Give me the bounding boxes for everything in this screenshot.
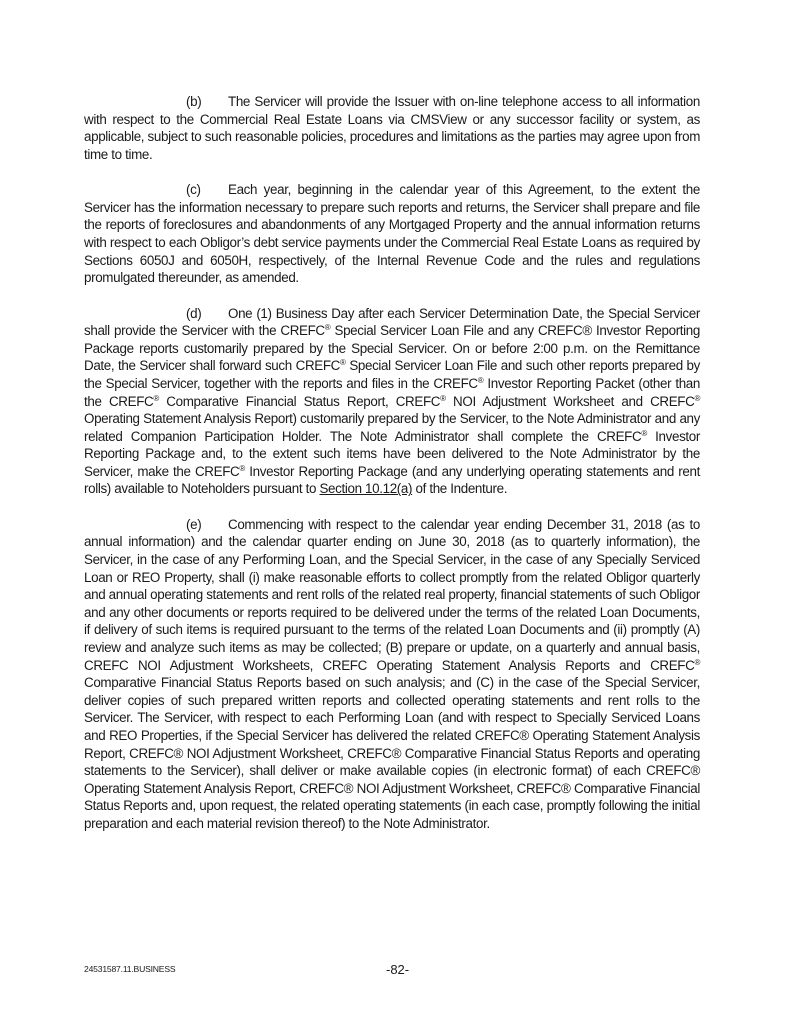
paragraph-text: The Servicer will provide the Issuer with on-line telephone access to all information with respect to the Commercial Real Estate Loans via CMSView or any successor facility or system, as applicable, subject to such reasonable policies, procedures and limitations as the parties may agree upon from time to time. (84, 94, 700, 162)
paragraph-text: NOI Adjustment Worksheet and CREFC (445, 393, 695, 409)
registered-mark: ® (477, 375, 484, 385)
paragraph-text: Special Servicer Loan File and any CREFC® Investor Reporting Package reports customarily prepared by the Special Servicer. On or before 2:00 p.m. on the Remittance Date, the Servicer shall forward such CREFC (84, 323, 700, 374)
paragraph-label: (b) (186, 94, 202, 109)
paragraph-text: Investor Reporting Packet (other than the CREFC (84, 375, 700, 409)
registered-mark: ® (694, 657, 700, 667)
registered-mark: ® (239, 463, 245, 473)
paragraph-d (84, 305, 700, 499)
registered-mark: ® (694, 393, 700, 403)
paragraph-text: Comparative Financial Status Reports based on such analysis; and (C) in the case of the Special Servicer, deliver copies of such prepared written reports and collected operating statements and rent rolls to the Servicer. The Servicer, with respect to each Performing Loan (and with respect to Specially Serviced Loans and REO Properties, if the Special Servicer has delivered the related CREFC® Operating Statement Analysis Report, CREFC® NOI Adjustment Worksheet, CREFC® Comparative Financial Status Reports and operating statements to the Servicer), shall deliver or make available copies (in electronic format) of each CREFC® Operating Statement Analysis Report, CREFC® NOI Adjustment Worksheet, CREFC® Comparative Financial Status Reports and, upon request, the related operating statements (in each case, promptly following the initial preparation and each material revision thereof) to the Note Administrator. (84, 675, 700, 831)
page-number: -82- (386, 962, 410, 977)
registered-mark: ® (641, 428, 647, 438)
registered-mark: ® (340, 358, 346, 368)
paragraph-text: Special Servicer Loan File and such other reports prepared by the Special Servicer, together with the reports and files in the CREFC (84, 358, 700, 391)
paragraph-text: Commencing with respect to the calendar year ending December 31, 2018 (as to annual information) and the calendar quarter ending on June 30, 2018 (as to quarterly information), the Servicer, in the case of any Performing Loan, and the Special Servicer, in the case of any Specially Serviced Loan or REO Property, shall (i) make reasonable efforts to collect promptly from the related Obligor quarterly and annual operating statements and rent rolls of the related real property, financial statements of such Obligor and any other documents or reports required to be delivered under the terms of the related Loan Documents, if delivery of such items is required pursuant to the terms of the related Loan Documents and (ii) promptly (A) review and analyze such items as may be collected; (B) prepare or update, on a quarterly and annual basis, CREFC NOI Adjustment Worksheets, CREFC Operating Statement Analysis Reports and CREFC (84, 516, 700, 673)
paragraph-label: (c) (186, 182, 201, 198)
paragraph-text: of the Indenture. (412, 481, 508, 497)
paragraph-c (84, 181, 700, 287)
paragraph-label: (d) (186, 305, 202, 321)
registered-mark: ® (324, 323, 331, 333)
document-body (84, 93, 700, 850)
paragraph-e (84, 516, 700, 833)
paragraph-text: Investor Reporting Package (and any underlying operating statements and rent rolls) available to Noteholders pursuant to (84, 463, 700, 497)
section-reference-link[interactable]: Section 10.12(a) (319, 481, 413, 497)
document-id: 24531587.11.BUSINESS (84, 964, 176, 974)
paragraph-text: Investor Reporting Package and, to the extent such items have been delivered to the Note Administrator by the Servicer, make the CREFC (84, 428, 700, 479)
registered-mark: ® (440, 393, 446, 403)
registered-mark: ® (153, 393, 159, 403)
paragraph-text: Operating Statement Analysis Report) customarily prepared by the Servicer, to the Note Administrator and any related Companion Participation Holder. The Note Administrator shall complete the CREFC (84, 411, 700, 444)
paragraph-b (84, 93, 700, 163)
paragraph-text: Comparative Financial Status Report, CREFC (158, 393, 441, 409)
paragraph-text: Each year, beginning in the calendar year of this Agreement, to the extent the Servicer has the information necessary to prepare such reports and returns, the Servicer shall prepare and file the reports of foreclosures and abandonments of any Mortgaged Property and the annual information returns with respect to each Obligor’s debt service payments under the Commercial Real Estate Loans as required by Sections 6050J and 6050H, respectively, of the Internal Revenue Code and the rules and regulations promulgated thereunder, as amended. (84, 182, 700, 286)
paragraph-text: One (1) Business Day after each Servicer Determination Date, the Special Servicer shall provide the Servicer with the CREFC (84, 305, 700, 339)
paragraph-label: (e) (186, 516, 202, 532)
